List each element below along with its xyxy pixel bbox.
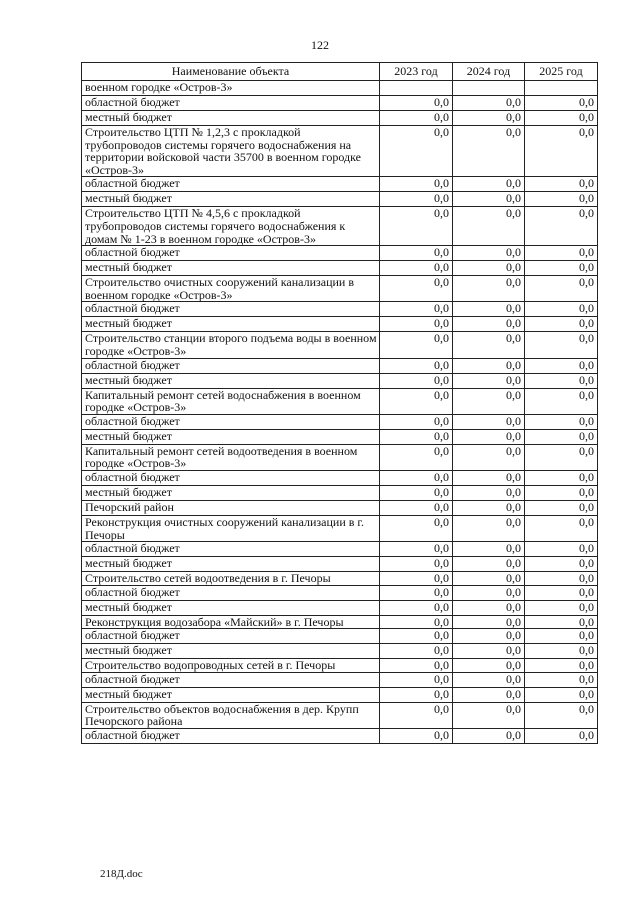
value-cell-2023: 0,0 — [380, 659, 453, 673]
object-name-cell: местный бюджет — [82, 317, 380, 332]
value-cell-2025: 0,0 — [525, 317, 598, 332]
value-cell-2023: 0,0 — [380, 126, 453, 177]
value-cell-2024: 0,0 — [453, 557, 525, 572]
object-name-cell: областной бюджет — [82, 585, 380, 600]
value-cell-2025: 0,0 — [525, 672, 598, 687]
value-cell-2024: 0,0 — [453, 672, 525, 687]
value-cell-2025: 0,0 — [525, 702, 598, 728]
object-name-cell: областной бюджет — [82, 470, 380, 485]
table-row — [82, 557, 598, 572]
value-cell-2024: 0,0 — [453, 542, 525, 557]
value-cell-2024: 0,0 — [453, 388, 525, 414]
object-name-cell: местный бюджет — [82, 429, 380, 444]
table-row — [82, 388, 598, 414]
value-cell-2024: 0,0 — [453, 500, 525, 515]
table-row — [82, 276, 598, 302]
object-name-cell: областной бюджет — [82, 414, 380, 429]
value-cell-2023: 0,0 — [380, 615, 453, 629]
value-cell-2025: 0,0 — [525, 515, 598, 541]
table-row — [82, 444, 598, 470]
value-cell-2024: 0,0 — [453, 644, 525, 659]
object-name-cell: Строительство объектов водоснабжения в дер. Крупп Печорского района — [82, 702, 380, 728]
value-cell-2023: 0,0 — [380, 302, 453, 317]
table-row — [82, 659, 598, 673]
value-cell-2024: 0,0 — [453, 615, 525, 629]
table-row — [82, 414, 598, 429]
object-name-cell: областной бюджет — [82, 358, 380, 373]
value-cell-2025: 0,0 — [525, 629, 598, 644]
object-name-cell: областной бюджет — [82, 672, 380, 687]
value-cell-2025: 0,0 — [525, 302, 598, 317]
value-cell-2023: 0,0 — [380, 96, 453, 111]
value-cell-2023: 0,0 — [380, 470, 453, 485]
header-2024: 2024 год — [453, 63, 525, 81]
table-row — [82, 644, 598, 659]
object-name-cell: местный бюджет — [82, 261, 380, 276]
value-cell-2023: 0,0 — [380, 246, 453, 261]
object-name-cell: местный бюджет — [82, 192, 380, 207]
value-cell-2023: 0,0 — [380, 644, 453, 659]
value-cell-2025: 0,0 — [525, 585, 598, 600]
value-cell-2024: 0,0 — [453, 332, 525, 358]
value-cell-2023: 0,0 — [380, 358, 453, 373]
value-cell-2023: 0,0 — [380, 572, 453, 586]
value-cell-2025: 0,0 — [525, 332, 598, 358]
value-cell-2025: 0,0 — [525, 276, 598, 302]
value-cell-2023: 0,0 — [380, 542, 453, 557]
value-cell-2023: 0,0 — [380, 702, 453, 728]
table-row — [82, 585, 598, 600]
value-cell-2023: 0,0 — [380, 585, 453, 600]
table-row — [82, 542, 598, 557]
value-cell-2023: 0,0 — [380, 373, 453, 388]
value-cell-2024: 0,0 — [453, 687, 525, 702]
value-cell-2024: 0,0 — [453, 358, 525, 373]
budget-table — [81, 62, 598, 744]
object-name-cell: местный бюджет — [82, 687, 380, 702]
value-cell-2025: 0,0 — [525, 207, 598, 246]
value-cell-2025: 0,0 — [525, 659, 598, 673]
value-cell-2025: 0,0 — [525, 192, 598, 207]
value-cell-2024: 0,0 — [453, 302, 525, 317]
value-cell-2025: 0,0 — [525, 358, 598, 373]
table-row — [82, 261, 598, 276]
value-cell-2024: 0,0 — [453, 429, 525, 444]
object-name-cell: Строительство ЦТП № 1,2,3 с прокладкой трубопроводов системы горячего водоснабжения на территории войсковой части 35700 в военном городке «Остров-3» — [82, 126, 380, 177]
value-cell-2023: 0,0 — [380, 515, 453, 541]
table-row — [82, 177, 598, 192]
object-name-cell: местный бюджет — [82, 644, 380, 659]
object-name-cell: Строительство очистных сооружений канализации в военном городке «Остров-3» — [82, 276, 380, 302]
object-name-cell: областной бюджет — [82, 542, 380, 557]
object-name-cell: областной бюджет — [82, 629, 380, 644]
value-cell-2024: 0,0 — [453, 444, 525, 470]
value-cell-2025: 0,0 — [525, 542, 598, 557]
table-row — [82, 672, 598, 687]
value-cell-2023: 0,0 — [380, 317, 453, 332]
table-row — [82, 246, 598, 261]
object-name-cell: Капитальный ремонт сетей водоснабжения в военном городке «Остров-3» — [82, 388, 380, 414]
value-cell-2024: 0,0 — [453, 96, 525, 111]
footer-filename: 218Д.doc — [100, 868, 143, 880]
value-cell-2023: 0,0 — [380, 500, 453, 515]
value-cell-2023: 0,0 — [380, 388, 453, 414]
table-row — [82, 126, 598, 177]
object-name-cell: Реконструкция очистных сооружений канализации в г. Печоры — [82, 515, 380, 541]
table-body — [82, 81, 598, 744]
value-cell-2024: 0,0 — [453, 414, 525, 429]
value-cell-2024: 0,0 — [453, 600, 525, 615]
value-cell-2025: 0,0 — [525, 687, 598, 702]
object-name-cell: местный бюджет — [82, 600, 380, 615]
value-cell-2024: 0,0 — [453, 515, 525, 541]
table-row — [82, 500, 598, 515]
value-cell-2024: 0,0 — [453, 177, 525, 192]
value-cell-2025: 0,0 — [525, 500, 598, 515]
value-cell-2025: 0,0 — [525, 261, 598, 276]
object-name-cell: Капитальный ремонт сетей водоотведения в военном городке «Остров-3» — [82, 444, 380, 470]
value-cell-2024: 0,0 — [453, 702, 525, 728]
table-row — [82, 207, 598, 246]
table-row — [82, 702, 598, 728]
value-cell-2024: 0,0 — [453, 276, 525, 302]
value-cell-2025: 0,0 — [525, 373, 598, 388]
value-cell-2023: 0,0 — [380, 729, 453, 744]
table-row — [82, 615, 598, 629]
table-row — [82, 687, 598, 702]
header-2025: 2025 год — [525, 63, 598, 81]
value-cell-2024: 0,0 — [453, 261, 525, 276]
value-cell-2023: 0,0 — [380, 207, 453, 246]
value-cell-2024: 0,0 — [453, 246, 525, 261]
value-cell-2024: 0,0 — [453, 317, 525, 332]
value-cell-2023: 0,0 — [380, 111, 453, 126]
value-cell-2023: 0,0 — [380, 485, 453, 500]
value-cell-2025: 0,0 — [525, 246, 598, 261]
value-cell-2025: 0,0 — [525, 429, 598, 444]
value-cell-2023: 0,0 — [380, 444, 453, 470]
object-name-cell: областной бюджет — [82, 96, 380, 111]
value-cell-2025: 0,0 — [525, 414, 598, 429]
value-cell-2023: 0,0 — [380, 557, 453, 572]
value-cell-2023: 0,0 — [380, 177, 453, 192]
value-cell-2023: 0,0 — [380, 192, 453, 207]
value-cell-2025: 0,0 — [525, 111, 598, 126]
table-row — [82, 729, 598, 744]
value-cell-2023: 0,0 — [380, 261, 453, 276]
object-name-cell: Реконструкция водозабора «Майский» в г. Печоры — [82, 615, 380, 629]
value-cell-2024: 0,0 — [453, 126, 525, 177]
value-cell-2023: 0,0 — [380, 332, 453, 358]
value-cell-2025: 0,0 — [525, 572, 598, 586]
value-cell-2023: 0,0 — [380, 429, 453, 444]
object-name-cell: Строительство ЦТП № 4,5,6 с прокладкой трубопроводов системы горячего водоснабжения к домам № 1-23 в военном городке «Остров-3» — [82, 207, 380, 246]
object-name-cell: местный бюджет — [82, 557, 380, 572]
table-row — [82, 600, 598, 615]
object-name-cell: Печорский район — [82, 500, 380, 515]
value-cell-2024: 0,0 — [453, 207, 525, 246]
table-header-row — [82, 63, 598, 81]
object-name-cell: Строительство станции второго подъема воды в военном городке «Остров-3» — [82, 332, 380, 358]
value-cell-2024: 0,0 — [453, 572, 525, 586]
object-name-cell: Строительство сетей водоотведения в г. Печоры — [82, 572, 380, 586]
value-cell-2025: 0,0 — [525, 557, 598, 572]
table-row — [82, 572, 598, 586]
table-row — [82, 515, 598, 541]
value-cell-2025: 0,0 — [525, 470, 598, 485]
value-cell-2024 — [453, 81, 525, 96]
value-cell-2024: 0,0 — [453, 111, 525, 126]
value-cell-2025: 0,0 — [525, 96, 598, 111]
object-name-cell: областной бюджет — [82, 177, 380, 192]
value-cell-2025: 0,0 — [525, 177, 598, 192]
value-cell-2025: 0,0 — [525, 444, 598, 470]
table-row — [82, 96, 598, 111]
value-cell-2023: 0,0 — [380, 687, 453, 702]
value-cell-2025: 0,0 — [525, 615, 598, 629]
table-row — [82, 332, 598, 358]
table-row — [82, 81, 598, 96]
value-cell-2025: 0,0 — [525, 644, 598, 659]
value-cell-2023: 0,0 — [380, 414, 453, 429]
value-cell-2025: 0,0 — [525, 729, 598, 744]
table-row — [82, 302, 598, 317]
value-cell-2023: 0,0 — [380, 276, 453, 302]
value-cell-2023: 0,0 — [380, 629, 453, 644]
table-row — [82, 111, 598, 126]
header-object-name: Наименование объекта — [82, 63, 380, 81]
value-cell-2025: 0,0 — [525, 485, 598, 500]
value-cell-2025: 0,0 — [525, 388, 598, 414]
value-cell-2024: 0,0 — [453, 373, 525, 388]
value-cell-2024: 0,0 — [453, 585, 525, 600]
value-cell-2023: 0,0 — [380, 672, 453, 687]
header-2023: 2023 год — [380, 63, 453, 81]
object-name-cell: местный бюджет — [82, 485, 380, 500]
table-row — [82, 192, 598, 207]
table-row — [82, 358, 598, 373]
value-cell-2024: 0,0 — [453, 659, 525, 673]
object-name-cell: областной бюджет — [82, 302, 380, 317]
value-cell-2023 — [380, 81, 453, 96]
value-cell-2025: 0,0 — [525, 126, 598, 177]
value-cell-2024: 0,0 — [453, 729, 525, 744]
object-name-cell: областной бюджет — [82, 729, 380, 744]
value-cell-2024: 0,0 — [453, 485, 525, 500]
value-cell-2024: 0,0 — [453, 192, 525, 207]
value-cell-2023: 0,0 — [380, 600, 453, 615]
object-name-cell: военном городке «Остров-3» — [82, 81, 380, 96]
object-name-cell: областной бюджет — [82, 246, 380, 261]
table-row — [82, 470, 598, 485]
value-cell-2025: 0,0 — [525, 600, 598, 615]
table-row — [82, 429, 598, 444]
object-name-cell: местный бюджет — [82, 373, 380, 388]
table-row — [82, 629, 598, 644]
object-name-cell: местный бюджет — [82, 111, 380, 126]
object-name-cell: Строительство водопроводных сетей в г. Печоры — [82, 659, 380, 673]
table-row — [82, 373, 598, 388]
page-number: 122 — [311, 38, 329, 52]
value-cell-2025 — [525, 81, 598, 96]
table-row — [82, 485, 598, 500]
value-cell-2024: 0,0 — [453, 629, 525, 644]
table-row — [82, 317, 598, 332]
value-cell-2024: 0,0 — [453, 470, 525, 485]
